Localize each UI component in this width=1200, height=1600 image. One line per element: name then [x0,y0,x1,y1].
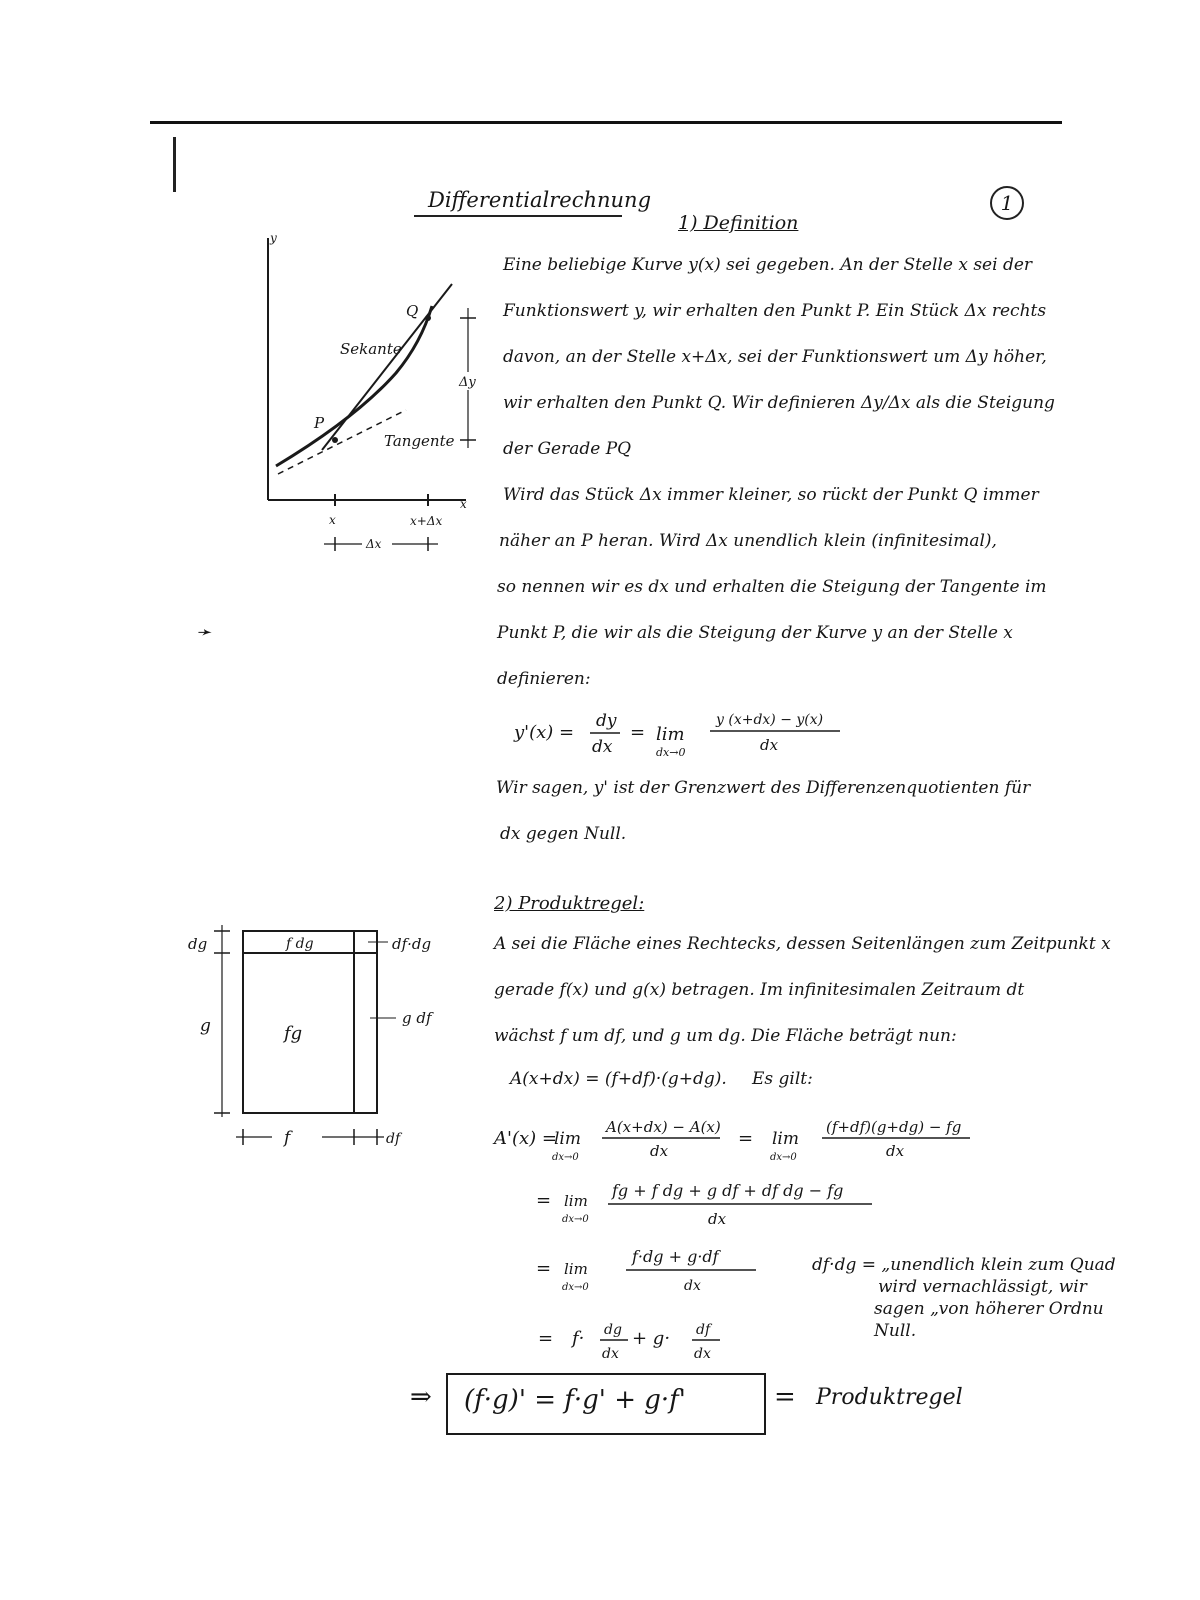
formula-frac-den: dx [592,737,613,757]
title-underline [414,215,622,217]
secant-label: Sekante [340,340,402,358]
side-note [812,1255,1116,1345]
deriv-final-plus: + g· [632,1328,671,1349]
deriv-num1: A(x+dx) − A(x) [606,1118,721,1136]
secant-line [322,284,452,450]
deriv-line2-lim-sub: dx→0 [562,1214,589,1225]
delta-y-label: Δy [459,375,476,390]
text-line: wächst f um df, und g um dg. Die Fläche beträgt nun: [494,1026,957,1046]
text-line: A sei die Fläche eines Rechtecks, dessen Seitenlängen zum Zeitpunkt x [494,934,1111,954]
result-arrow-icon: ⇒ [410,1382,432,1412]
deriv-lhs: A'(x) = [494,1128,557,1149]
deriv-line2-eq: = [536,1190,552,1211]
deriv-lim: lim [554,1129,581,1149]
point-q-label: Q [406,302,419,320]
text-line: Wir sagen, y' ist der Grenzwert des Differenzenquotienten für [496,778,1031,798]
text-line: gerade f(x) und g(x) betragen. Im infinitesimalen Zeitraum dt [494,980,1025,1000]
deriv-lim-sub-b: dx→0 [770,1152,797,1163]
note-line: df·dg = „unendlich klein zum Quad [812,1255,1116,1275]
deriv-den3: dx [708,1210,727,1228]
note-line: sagen „von höherer Ordnu [874,1299,1104,1319]
section1-heading: 1) Definition [678,212,799,234]
g-left-label: g [200,1016,211,1036]
formula-eq: = [630,722,646,743]
tangent-label: Tangente [384,432,455,450]
df-bottom-label: df [386,1131,401,1147]
deriv-num3: fg + f dg + g df + df dg − fg [612,1181,844,1200]
note-line: wird vernachlässigt, wir [878,1277,1087,1297]
page-title: Differentialrechnung [428,188,652,212]
section1-conclusion [496,778,1056,858]
formula-rhs-num: y (x+dx) − y(x) [716,712,824,728]
area-formula-suffix: Es gilt: [752,1069,813,1089]
point-q-dot [425,315,431,321]
note-line: Null. [874,1321,917,1341]
point-p-label: P [314,414,325,432]
deriv-final-num1: dg [604,1322,622,1338]
text-line: Funktionswert y, wir erhalten den Punkt P. Ein Stück Δx rechts [503,301,1047,321]
deriv-eq2: = [738,1128,754,1149]
text-line: der Gerade PQ [503,439,632,459]
text-line: so nennen wir es dx und erhalten die Steigung der Tangente im [497,577,1047,597]
deriv-final-den2: dx [694,1346,711,1362]
deriv-line3-lim-sub: dx→0 [562,1282,589,1293]
deriv-lim-sub: dx→0 [552,1152,579,1163]
deriv-final-f: f· [572,1328,585,1349]
deriv-den1: dx [650,1142,669,1160]
text-line: wir erhalten den Punkt Q. Wir definieren Δy/Δx als die Steigung [503,393,1055,413]
f-dg-label: f dg [286,936,314,952]
formula-lim: lim [656,724,685,745]
text-line: davon, an der Stelle x+Δx, sei der Funktionswert um Δy höher, [503,347,1047,367]
secant-tangent-figure [256,228,486,558]
formula-frac-num: dy [596,711,617,731]
margin-bar [173,137,176,192]
deriv-line3-lim: lim [564,1260,588,1278]
deriv-final-den1: dx [602,1346,619,1362]
deriv-line4-eq: = [538,1328,554,1349]
deriv-den4: dx [684,1278,701,1294]
text-line: dx gegen Null. [500,824,627,844]
delta-x-label: Δx [366,537,382,551]
deriv-num2: (f+df)(g+dg) − fg [826,1118,962,1136]
x-tick-label: x [329,513,336,527]
fg-label: fg [284,1023,303,1044]
dim-gap [272,1127,322,1147]
deriv-num4: f·dg + g·df [632,1247,719,1266]
deriv-lim-b: lim [772,1129,799,1149]
point-p-dot [332,437,338,443]
section1-text [497,255,1055,715]
rectangle-area-figure [180,915,450,1155]
formula-rhs-den: dx [760,736,779,754]
section2-text [494,934,1111,1074]
result-box [446,1373,766,1435]
deriv-line2-lim: lim [564,1192,588,1210]
f-bottom-label: f [284,1128,291,1148]
formula-lhs: y'(x) = [514,722,575,743]
text-line: Eine beliebige Kurve y(x) sei gegeben. An der Stelle x sei der [503,255,1033,275]
outer-rectangle [243,931,377,1113]
deriv-final-num2: df [696,1322,711,1338]
xdx-tick-label: x+Δx [410,514,443,528]
text-line: näher an P heran. Wird Δx unendlich klein (infinitesimal), [499,531,997,551]
y-axis-label: y [270,231,277,245]
section2-heading: 2) Produktregel: [494,893,645,914]
area-formula: A(x+dx) = (f+df)·(g+dg). [510,1069,727,1089]
top-rule [150,121,1062,124]
result-eq: = [774,1382,796,1412]
margin-mark: ➛ [196,622,212,643]
text-line: Wird das Stück Δx immer kleiner, so rückt der Punkt Q immer [503,485,1039,505]
formula-lim-sub: dx→0 [656,746,686,759]
deriv-den2: dx [886,1142,905,1160]
df-dg-label: df·dg [392,935,432,953]
dg-left-label: dg [188,935,208,953]
g-df-label: g df [402,1009,432,1027]
x-axis-label: x [460,497,467,511]
derivative-definition-formula [510,700,870,770]
product-rule-label: Produktregel [816,1385,963,1410]
deriv-line3-eq: = [536,1258,552,1279]
product-rule-formula: (f·g)' = f·g' + g·f' [464,1385,686,1415]
text-line: definieren: [497,669,591,689]
text-line: Punkt P, die wir als die Steigung der Kurve y an der Stelle x [497,623,1013,643]
page-number: 1 [990,186,1024,220]
